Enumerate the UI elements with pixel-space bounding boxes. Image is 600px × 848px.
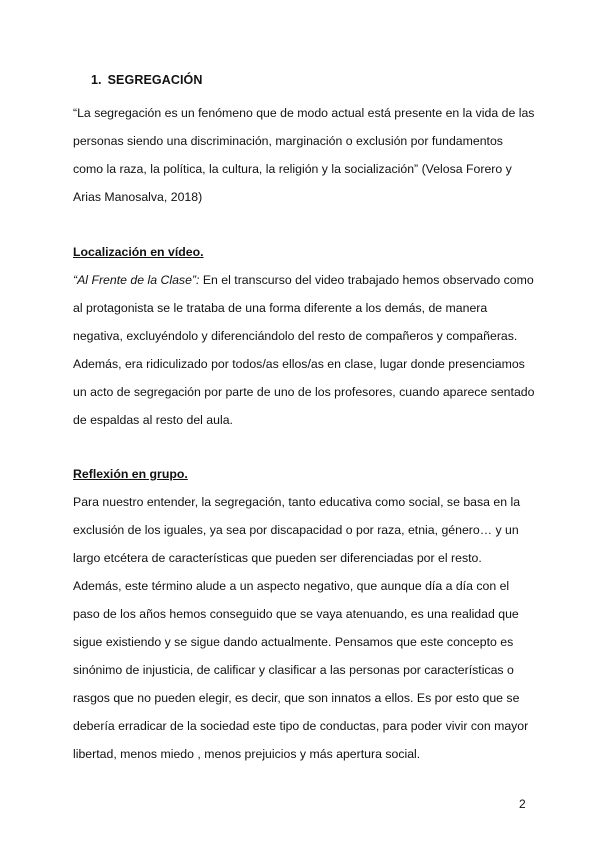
reflection-heading: Reflexión en grupo. [73, 467, 188, 481]
page-number: 2 [519, 797, 526, 811]
reflection-line: Para nuestro entender, la segregación, tanto educativa como social, se basa en la [73, 495, 521, 509]
film-title: “Al Frente de la Clase”: [73, 273, 200, 287]
section-number: 1. [91, 73, 102, 87]
reflection-line: sigue existiendo y se sigue dando actualmente. Pensamos que este concepto es [73, 635, 514, 649]
reflection-line: paso de los años hemos conseguido que se vaya atenuando, es una realidad que [73, 607, 519, 621]
reflection-line: libertad, menos miedo , menos prejuicios y más apertura social. [73, 747, 421, 761]
reflection-line: rasgos que no pueden elegir, es decir, que son innatos a ellos. Es por esto que se [73, 691, 520, 705]
quote-line: personas siendo una discriminación, marginación o exclusión por fundamentos [73, 134, 503, 148]
video-line: negativa, excluyéndolo y diferenciándolo del resto de compañeros y compañeras. [73, 329, 518, 343]
video-line: al protagonista se le trataba de una forma diferente a los demás, de manera [73, 301, 488, 315]
video-first-line-text: En el transcurso del video trabajado hemos observado como [199, 273, 534, 287]
video-line: de espaldas al resto del aula. [73, 413, 233, 427]
video-line: Además, era ridiculizado por todos/as ellos/as en clase, lugar donde presenciamos [73, 357, 525, 371]
quote-paragraph [73, 99, 533, 211]
video-section [73, 238, 533, 434]
reflection-section [73, 460, 533, 768]
quote-line: como la raza, la política, la cultura, la religión y la socialización” (Velosa Forero y [73, 162, 512, 176]
section-title: SEGREGACIÓN [107, 73, 203, 87]
video-heading: Localización en vídeo. [73, 245, 204, 259]
reflection-line: largo etcétera de características que pueden ser diferenciadas por el resto. [73, 551, 482, 565]
reflection-line: sinónimo de injusticia, de calificar y clasificar a las personas por características o [73, 663, 514, 677]
video-line: un acto de segregación por parte de uno de los profesores, cuando aparece sentado [73, 385, 535, 399]
reflection-line: debería erradicar de la sociedad este tipo de conductas, para poder vivir con mayor [73, 719, 529, 733]
reflection-line: Además, este término alude a un aspecto negativo, que aunque día a día con el [73, 579, 510, 593]
reflection-line: exclusión de los iguales, ya sea por discapacidad o por raza, etnia, género… y un [73, 523, 519, 537]
quote-line: Arias Manosalva, 2018) [73, 190, 203, 204]
section-heading [91, 73, 203, 87]
quote-line: “La segregación es un fenómeno que de modo actual está presente en la vida de las [73, 106, 535, 120]
video-first-line [73, 266, 533, 294]
